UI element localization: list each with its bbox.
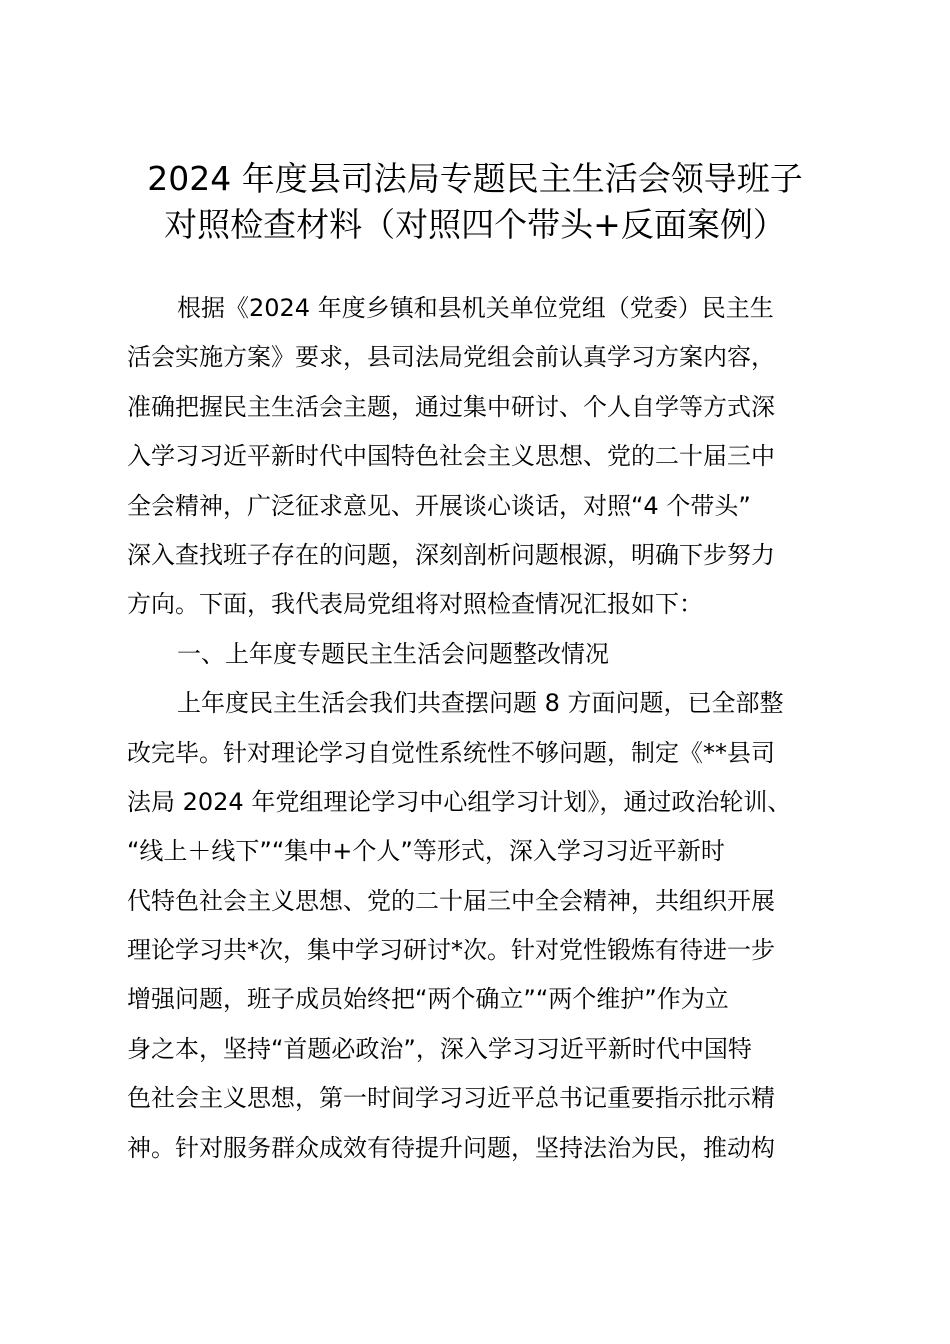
- paragraph-line: 法局 2024 年党组理论学习中心组学习计划》，通过政治轮训、: [127, 787, 792, 816]
- paragraph-line: 入学习习近平新时代中国特色社会主义思想、党的二十届三中: [127, 442, 775, 471]
- paragraph-line: 增强问题，班子成员始终把“两个确立”“两个维护”作为立: [127, 985, 729, 1014]
- paragraph-line: 改完毕。针对理论学习自觉性系统性不够问题，制定《**县司: [127, 738, 775, 767]
- document-title-line-2: 对照检查材料（对照四个带头+反面案例）: [164, 205, 786, 244]
- paragraph-line: 理论学习共*次，集中学习研讨*次。针对党性锻炼有待进一步: [127, 936, 775, 965]
- document-title-line-1: 2024 年度县司法局专题民主生活会领导班子: [147, 159, 803, 198]
- paragraph-line: 代特色社会主义思想、党的二十届三中全会精神，共组织开展: [127, 886, 775, 915]
- paragraph-line: 全会精神，广泛征求意见、开展谈心谈话，对照“4 个带头”: [127, 491, 751, 520]
- section-heading: 一、上年度专题民主生活会问题整改情况: [177, 639, 609, 668]
- paragraph-line: 活会实施方案》要求，县司法局党组会前认真学习方案内容，: [127, 343, 775, 372]
- paragraph-line: 神。针对服务群众成效有待提升问题，坚持法治为民，推动构: [127, 1133, 775, 1162]
- paragraph-line: 色社会主义思想，第一时间学习习近平总书记重要指示批示精: [127, 1084, 775, 1113]
- paragraph-line: 上年度民主生活会我们共查摆问题 8 方面问题，已全部整: [177, 689, 784, 718]
- paragraph-line: 身之本，坚持“首题必政治”，深入学习习近平新时代中国特: [127, 1034, 752, 1063]
- paragraph-line: 准确把握民主生活会主题，通过集中研讨、个人自学等方式深: [127, 392, 775, 421]
- document-body: [127, 284, 847, 1173]
- paragraph-line: “线上＋线下”“集中+个人”等形式，深入学习习近平新时: [127, 837, 725, 866]
- paragraph-line: 根据《2024 年度乡镇和县机关单位党组（党委）民主生: [177, 294, 774, 322]
- paragraph-line: 深入查找班子存在的问题，深刻剖析问题根源，明确下步努力: [127, 540, 775, 569]
- paragraph-line: 方向。下面，我代表局党组将对照检查情况汇报如下：: [127, 590, 703, 619]
